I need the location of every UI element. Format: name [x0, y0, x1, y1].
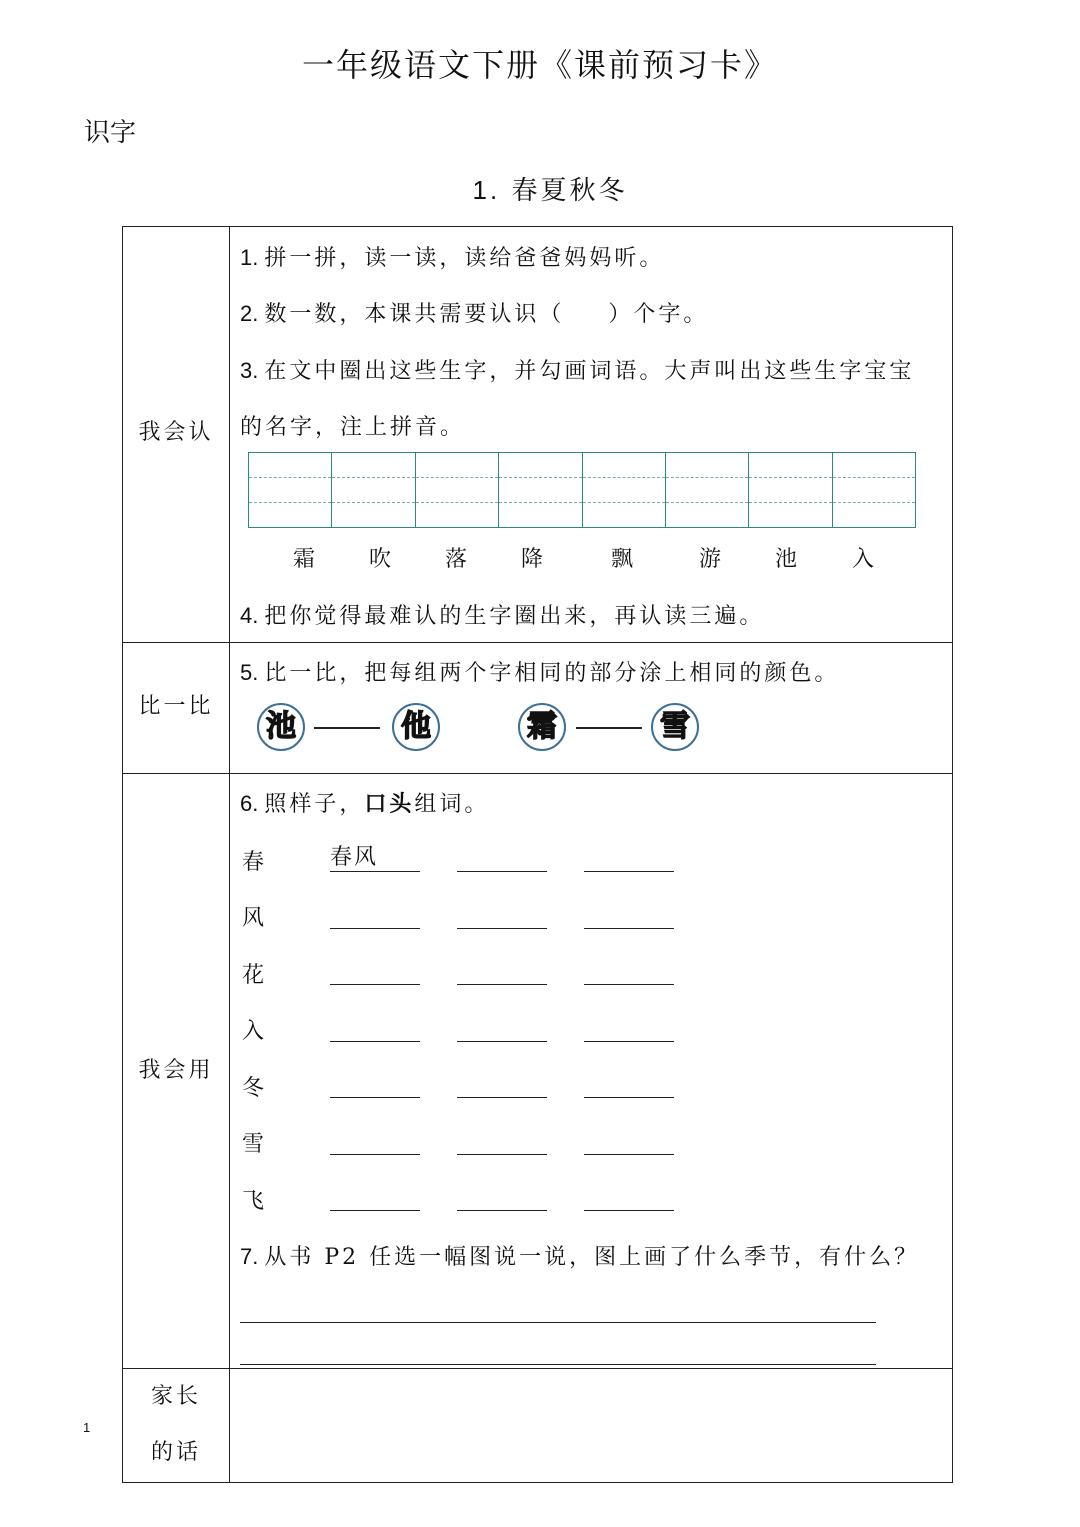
word-char-dong: 冬: [242, 1076, 265, 1101]
task-6-text-before: 照样子，: [264, 792, 365, 817]
answer-line-1[interactable]: [240, 1322, 876, 1323]
word-blank[interactable]: [457, 984, 547, 985]
word-blank[interactable]: [330, 1210, 420, 1211]
character-ru: 入: [851, 547, 874, 572]
task-2-text-before: 数一数，本课共需要认识（: [264, 302, 565, 327]
parent-comment-area[interactable]: [231, 1370, 951, 1481]
task-4: [240, 599, 764, 630]
row-label-parent-line1: 家长: [150, 1384, 201, 1409]
word-char-hua: 花: [242, 963, 265, 988]
word-blank[interactable]: [584, 1154, 674, 1155]
row-divider-2: [122, 773, 953, 774]
task-7-text: 从书 P2 任选一幅图说一说，图上画了什么季节，有什么？: [264, 1245, 920, 1270]
task-1-text: 拼一拼，读一读，读给爸爸妈妈听。: [264, 246, 665, 271]
compare-char-shuang-glyph: 霜: [527, 709, 557, 744]
task-4-text: 把你觉得最难认的生字圈出来，再认读三遍。: [264, 604, 765, 629]
character-shuang: 霜: [292, 547, 315, 572]
word-char-chun: 春: [242, 850, 265, 875]
word-char-xue: 雪: [242, 1132, 265, 1157]
word-blank[interactable]: [330, 928, 420, 929]
pinyin-cell[interactable]: [583, 453, 666, 527]
compare-char-xue[interactable]: [651, 703, 699, 751]
task-5-text: 比一比，把每组两个字相同的部分涂上相同的颜色。: [264, 661, 840, 686]
task-7: [240, 1240, 919, 1271]
word-blank[interactable]: [584, 928, 674, 929]
task-5-number: 5.: [240, 660, 259, 685]
page-title: 一年级语文下册《课前预习卡》: [301, 46, 778, 84]
task-1-number: 1.: [240, 245, 259, 270]
task-6-bold: 口头: [364, 791, 415, 817]
lesson-name: 春夏秋冬: [511, 176, 628, 206]
task-3-number: 3.: [240, 358, 259, 383]
task-6-number: 6.: [240, 791, 259, 816]
pinyin-cell[interactable]: [666, 453, 749, 527]
word-char-fei: 飞: [242, 1189, 265, 1214]
character-jiang: 降: [520, 547, 543, 572]
character-piao: 飘: [610, 547, 633, 572]
word-blank[interactable]: [330, 1041, 420, 1042]
lesson-title: [0, 170, 1080, 207]
task-7-number: 7.: [240, 1244, 259, 1269]
task-2: [240, 297, 708, 328]
word-blank[interactable]: [584, 871, 674, 872]
character-chui: 吹: [368, 547, 391, 572]
row-divider-3: [122, 1368, 953, 1369]
task-2-number: 2.: [240, 301, 259, 326]
pinyin-cell[interactable]: [249, 453, 332, 527]
word-blank[interactable]: [584, 984, 674, 985]
word-blank[interactable]: [584, 1097, 674, 1098]
word-char-ru: 入: [242, 1019, 265, 1044]
character-chi: 池: [774, 547, 797, 572]
pinyin-cell[interactable]: [332, 453, 415, 527]
task-4-number: 4.: [240, 603, 259, 628]
character-luo: 落: [444, 547, 467, 572]
pair-2-connector: [576, 727, 642, 729]
task-6: [240, 787, 489, 818]
row-label-compare: 比一比: [138, 694, 214, 719]
lesson-number: 1.: [472, 175, 501, 205]
compare-char-chi[interactable]: [257, 703, 305, 751]
word-char-feng: 风: [242, 906, 265, 931]
pinyin-cell[interactable]: [499, 453, 582, 527]
pinyin-cell[interactable]: [416, 453, 499, 527]
row-label-use: 我会用: [138, 1058, 214, 1083]
word-blank[interactable]: [330, 984, 420, 985]
word-blank[interactable]: [457, 871, 547, 872]
word-blank[interactable]: [457, 1041, 547, 1042]
row-divider-1: [122, 642, 953, 643]
task-2-text-after: ）个字。: [608, 302, 709, 327]
compare-char-xue-glyph: 雪: [660, 709, 690, 744]
compare-char-shuang[interactable]: [518, 703, 566, 751]
word-blank[interactable]: [330, 1154, 420, 1155]
compare-char-chi-glyph: 池: [266, 709, 296, 744]
word-blank[interactable]: [330, 1097, 420, 1098]
pinyin-cell[interactable]: [749, 453, 832, 527]
label-column-divider: [229, 226, 230, 1483]
character-you: 游: [698, 547, 721, 572]
word-blank[interactable]: [457, 1210, 547, 1211]
word-blank[interactable]: [584, 1041, 674, 1042]
answer-line-2[interactable]: [240, 1364, 876, 1365]
task-3-text-line1: 在文中圈出这些生字，并勾画词语。大声叫出这些生字宝宝: [264, 359, 915, 384]
task-5: [240, 656, 839, 687]
compare-char-ta-glyph: 他: [401, 709, 431, 744]
example-word: 春风: [330, 845, 420, 872]
pinyin-writing-grid[interactable]: [248, 452, 916, 528]
word-blank[interactable]: [584, 1210, 674, 1211]
pair-1-connector: [314, 727, 380, 729]
task-1: [240, 241, 664, 272]
task-3-continued: 的名字，注上拼音。: [240, 415, 466, 440]
word-blank[interactable]: [457, 928, 547, 929]
row-label-recognize: 我会认: [138, 420, 214, 445]
section-heading: 识字: [84, 118, 137, 148]
page-number: 1: [83, 1420, 91, 1435]
task-6-text-after: 组词。: [414, 792, 490, 817]
pinyin-cell[interactable]: [833, 453, 915, 527]
word-blank[interactable]: [457, 1097, 547, 1098]
word-blank[interactable]: [457, 1154, 547, 1155]
compare-char-ta[interactable]: [392, 703, 440, 751]
task-3: [240, 354, 914, 385]
row-label-parent-line2: 的话: [150, 1440, 201, 1465]
